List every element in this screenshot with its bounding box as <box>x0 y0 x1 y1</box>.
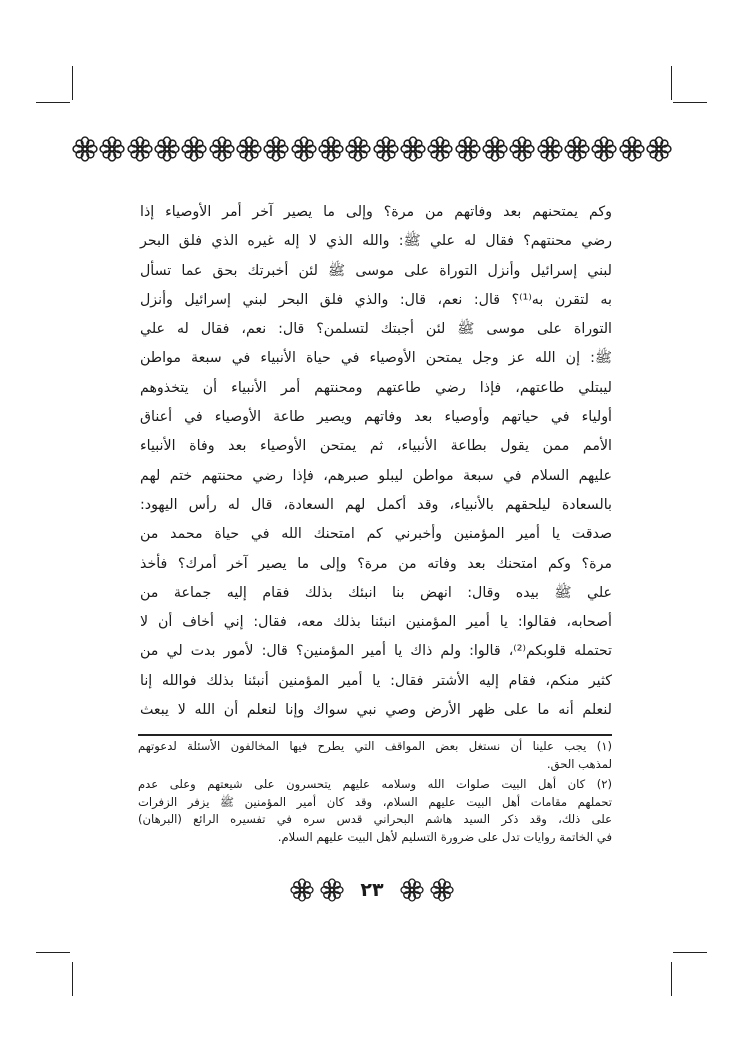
flower-ornament-icon <box>99 136 125 162</box>
body-text-line: ﷺ: إن الله عز وجل يمتحن الأوصياء في حياة الأنبياء في سبعة مواطن <box>140 350 612 367</box>
flower-ornament-icon <box>591 136 617 162</box>
footnote-line: (١) يجب علينا أن نستغل بعض المواقف التي يطرح فيها المخالفون الأسئلة لدعوتهم <box>138 739 612 753</box>
page-number: ٢٣ <box>360 879 384 901</box>
footnotes-section <box>138 738 612 849</box>
body-text-line: التوراة على موسى ﷺ لئن أجبتك لتسلمن؟ قال: نعم، فقال له علي <box>140 321 612 338</box>
footnote-separator-line <box>138 734 612 736</box>
header-ornament-row <box>72 134 672 164</box>
flower-ornament-icon <box>646 136 672 162</box>
body-text-line: لنعلم أنه ما على ظهر الأرض وصي نبي سواك وإنا لنعلم أن الله لا يبعث <box>140 702 612 719</box>
flower-ornament-icon <box>154 136 180 162</box>
flower-ornament-icon <box>430 878 454 902</box>
flower-ornament-icon <box>127 136 153 162</box>
flower-ornament-icon <box>320 878 344 902</box>
body-text-line: به لتقرن به⁽¹⁾؟ قال: نعم، قال: والذي فلق البحر لبني إسرائيل وأنزل <box>140 291 612 308</box>
footnote-line: لمذهب الحق. <box>546 756 612 771</box>
footnote-line: على ذلك، وقد ذكر السيد هاشم البحراني قدس سره في تفسيره الرائع (البرهان) <box>138 812 612 826</box>
body-text-line: كثير منكم، فقام إليه الأشتر فقال: يا أمير المؤمنين أنبئنا بذلك فوالله إنا <box>140 672 612 689</box>
flower-ornament-icon <box>400 136 426 162</box>
flower-ornament-icon <box>400 878 424 902</box>
body-text-line: تحتمله قلوبكم⁽²⁾، قالوا: ولم ذاك يا أمير المؤمنين؟ قال: لأمور بدت لي من <box>140 643 612 660</box>
crop-mark-bottom-left-horizontal <box>36 952 70 953</box>
body-text-line: رضي محنتهم؟ فقال له علي ﷺ: والله الذي لا إله غيره الذي فلق البحر <box>140 233 612 250</box>
flower-ornament-icon <box>427 136 453 162</box>
body-text-line: عليهم السلام في سبعة مواطن ليبلو صبرهم، فإذا رضي محنتهم ختم لهم <box>140 467 612 484</box>
crop-mark-top-right-horizontal <box>673 102 707 103</box>
crop-mark-top-right-vertical <box>671 66 672 100</box>
flower-ornament-icon <box>564 136 590 162</box>
flower-ornament-icon <box>72 136 98 162</box>
page-number-block <box>276 876 468 904</box>
body-text-line: الأمم ممن يقول بطاعة الأنبياء، ثم يمتحن الأوصياء بعد وفاة الأنبياء <box>140 438 612 455</box>
crop-mark-bottom-left-vertical <box>72 962 73 996</box>
crop-mark-bottom-right-horizontal <box>673 952 707 953</box>
crop-mark-bottom-right-vertical <box>671 962 672 996</box>
crop-mark-top-left-vertical <box>72 66 73 100</box>
flower-ornament-icon <box>509 136 535 162</box>
body-text-line: علي ﷺ بيده وقال: انهض بنا انبئك بذلك فقام إليه جماعة من <box>140 584 612 601</box>
flower-ornament-icon <box>455 136 481 162</box>
body-text-line: أصحابه، فقالوا: يا أمير المؤمنين انبئنا بذلك معه، فقال: إني أخاف أن لا <box>140 614 612 631</box>
flower-ornament-icon <box>236 136 262 162</box>
body-text-line: صدقت يا أمير المؤمنين وأخبرني كم امتحنك الله في حياة محمد من <box>140 526 612 543</box>
flower-ornament-icon <box>209 136 235 162</box>
main-body-text <box>140 198 612 725</box>
body-text-line: لبني إسرائيل وأنزل التوراة على موسى ﷺ لئن أخبرتك بحق عما تسأل <box>140 262 612 279</box>
footnote-line: (٢) كان أهل البيت صلوات الله وسلامه عليهم يتحسرون على شيعتهم وعلى عدم <box>138 777 612 791</box>
flower-ornament-icon <box>373 136 399 162</box>
footnote-2 <box>138 776 612 846</box>
footnote-line: في الخاتمة روايات تدل على ضرورة التسليم لأهل البيت عليهم السلام. <box>277 829 612 844</box>
crop-mark-top-left-horizontal <box>36 102 70 103</box>
flower-ornament-icon <box>263 136 289 162</box>
body-text-line: ليبتلي طاعتهم، فإذا رضي طاعتهم ومحنتهم أمر الأنبياء أن يتخذوهم <box>140 379 612 396</box>
body-text-line: مرة؟ وكم امتحنك بعد وفاته من مرة؟ وإلى ما يصير آخر أمرك؟ فأخذ <box>140 555 612 572</box>
body-text-line: وكم يمتحنهم بعد وفاتهم من مرة؟ وإلى ما يصير آخر أمر الأوصياء إذا <box>140 204 612 220</box>
body-text-line: أولياء في حياتهم وأوصياء بعد وفاتهم ويصير طاعة الأوصياء في أعناق <box>140 409 612 426</box>
flower-ornament-icon <box>290 878 314 902</box>
flower-ornament-icon <box>318 136 344 162</box>
body-text-line: بالسعادة ليلحقهم بالأنبياء، وقد أكمل لهم السعادة، قال له رأس اليهود: <box>140 496 612 513</box>
flower-ornament-icon <box>619 136 645 162</box>
flower-ornament-icon <box>537 136 563 162</box>
footnote-1 <box>138 738 612 773</box>
flower-ornament-icon <box>291 136 317 162</box>
flower-ornament-icon <box>482 136 508 162</box>
flower-ornament-icon <box>181 136 207 162</box>
flower-ornament-icon <box>345 136 371 162</box>
footnote-line: تحملهم مقامات أهل البيت عليهم السلام، وقد كان أمير المؤمنين ﷺ يزفر الزفرات <box>138 794 612 809</box>
